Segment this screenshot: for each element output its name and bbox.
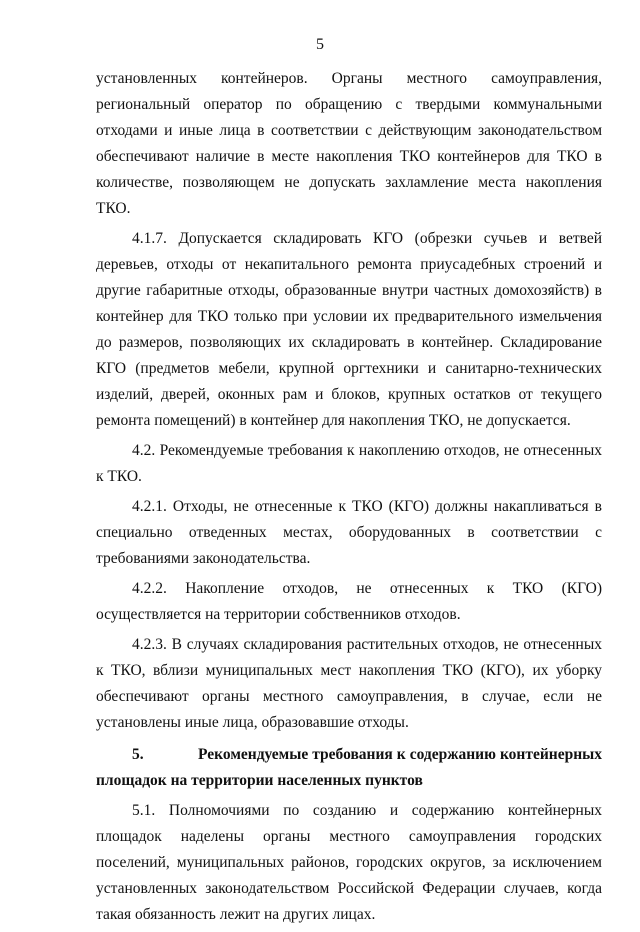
document-body — [96, 66, 602, 932]
paragraph-continuation: установленных контейнеров. Органы местного самоуправления, региональный оператор по обращению с твердыми коммунальными отходами и иные лица в соответствии с действующим законодательством обеспечивают наличие в месте накопления ТКО контейнеров для ТКО в количестве, позволяющем не допускать захламление места накопления ТКО. — [96, 70, 602, 217]
section-5-title: Рекомендуемые требования к содержанию контейнерных площадок на территории населенных пунктов — [96, 746, 602, 789]
section-5-number: 5. — [132, 746, 144, 763]
page-number: 5 — [316, 36, 324, 53]
paragraph-4-2-2: 4.2.2. Накопление отходов, не отнесенных к ТКО (КГО) осуществляется на территории собственников отходов. — [96, 580, 602, 623]
paragraph-4-2-3: 4.2.3. В случаях складирования растительных отходов, не отнесенных к ТКО, вблизи муниципальных мест накопления ТКО (КГО), их уборку обеспечивают органы местного самоуправления, в случае, если не установлены иные лица, образовавшие отходы. — [96, 636, 602, 731]
section-5-heading — [96, 742, 602, 794]
paragraph-4-2: 4.2. Рекомендуемые требования к накоплению отходов, не отнесенных к ТКО. — [96, 442, 602, 485]
paragraph-4-1-7: 4.1.7. Допускается складировать КГО (обрезки сучьев и ветвей деревьев, отходы от некапитального ремонта приусадебных строений и другие габаритные отходы, образованные внутри частных домохозяйств) в контейнер для ТКО только при условии их предварительного измельчения до размеров, позволяющих их складировать в контейнер. Складирование КГО (предметов мебели, крупной оргтехники и санитарно-технических изделий, дверей, оконных рам и блоков, крупных остатков от текущего ремонта помещений) в контейнер для накопления ТКО, не допускается. — [96, 230, 602, 429]
paragraph-4-2-1: 4.2.1. Отходы, не отнесенные к ТКО (КГО) должны накапливаться в специально отведенных местах, оборудованных в соответствии с требованиями законодательства. — [96, 498, 602, 567]
paragraph-5-1: 5.1. Полномочиями по созданию и содержанию контейнерных площадок наделены органы местного самоуправления городских поселений, муниципальных районов, городских округов, за исключением установленных законодательством Российской Федерации случаев, когда такая обязанность лежит на других лицах. — [96, 802, 602, 923]
